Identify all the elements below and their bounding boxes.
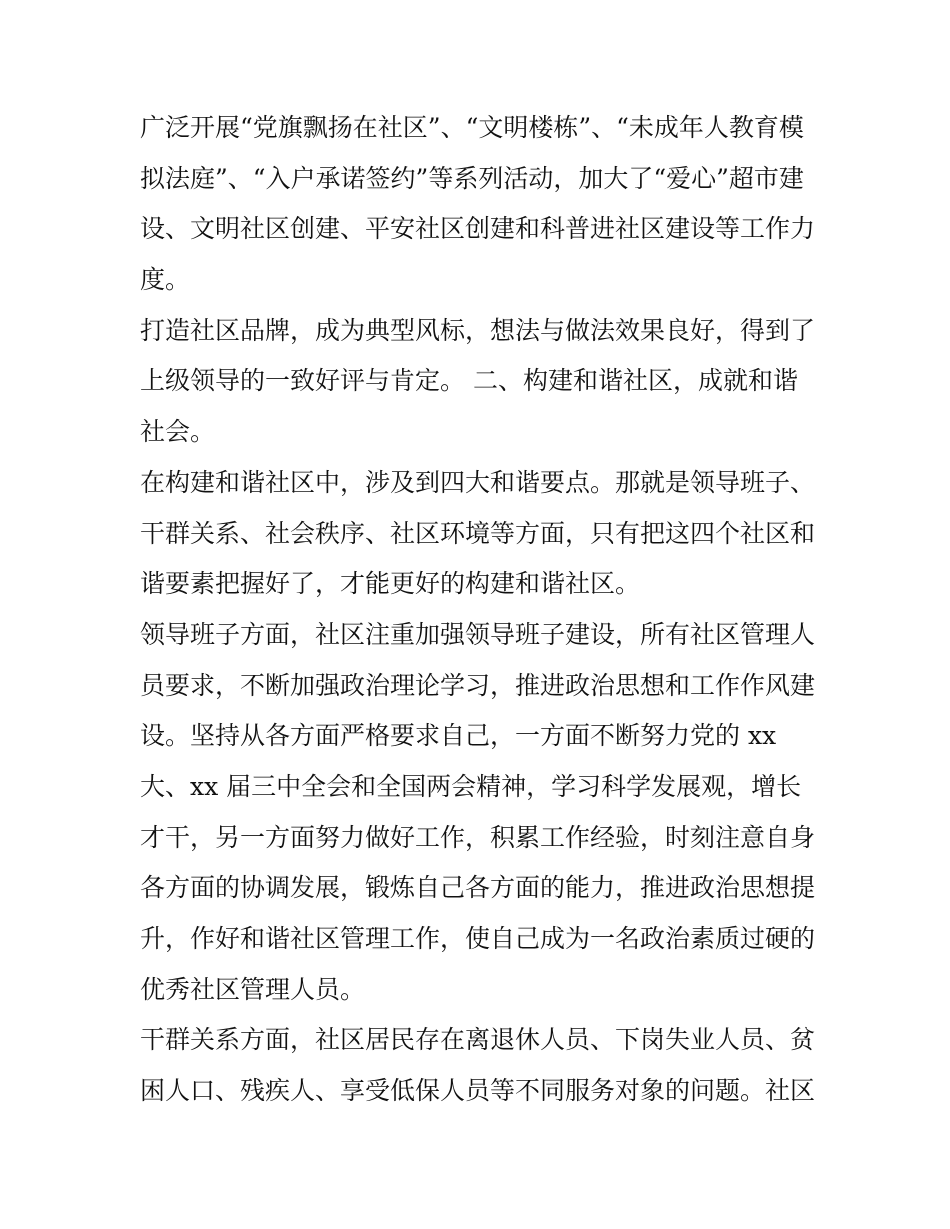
text-line: 干群关系、社会秩序、社区环境等方面，只有把这四个社区和 xyxy=(140,518,816,548)
text-line: 升，作好和谐社区管理工作，使自己成为一名政治素质过硬的 xyxy=(140,924,816,953)
text-line: 领导班子方面，社区注重加强领导班子建设，所有社区管理人 xyxy=(140,619,816,649)
text-line: 上级领导的一致好评与肯定。 二、构建和谐社区，成就和谐 xyxy=(140,366,798,396)
text-line: 优秀社区管理人员。 xyxy=(140,974,366,1004)
text-line: 大、xx 届三中全会和全国两会精神，学习科学发展观，增长 xyxy=(140,771,802,801)
text-line: 设、文明社区创建、平安社区创建和科普进社区建设等工作力 xyxy=(140,214,816,244)
document-body xyxy=(140,103,820,1117)
text-line: 在构建和谐社区中，涉及到四大和谐要点。那就是领导班子、 xyxy=(140,467,816,497)
text-line: 员要求，不断加强政治理论学习，推进政治思想和工作作风建 xyxy=(140,670,816,700)
text-line: 谐要素把握好了，才能更好的构建和谐社区。 xyxy=(140,569,641,599)
text-line: 设。坚持从各方面严格要求自己，一方面不断努力党的 xx xyxy=(140,721,777,751)
text-line: 打造社区品牌，成为典型风标，想法与做法效果良好，得到了 xyxy=(140,315,816,345)
text-line: 广泛开展“党旗飘扬在社区”、“文明楼栋”、“未成年人教育模 xyxy=(140,113,804,142)
text-line: 度。 xyxy=(140,265,191,295)
text-line: 才干，另一方面努力做好工作，积累工作经验，时刻注意自身 xyxy=(140,822,816,852)
text-line: 各方面的协调发展，锻炼自己各方面的能力，推进政治思想提 xyxy=(140,873,816,903)
text-line: 干群关系方面，社区居民存在离退休人员、下岗失业人员、贫 xyxy=(140,1025,816,1055)
text-line: 拟法庭”、“入户承诺签约”等系列活动，加大了“爱心”超市建 xyxy=(140,163,804,193)
text-line: 社会。 xyxy=(140,417,216,447)
text-line: 困人口、残疾人、享受低保人员等不同服务对象的问题。社区 xyxy=(140,1076,816,1106)
